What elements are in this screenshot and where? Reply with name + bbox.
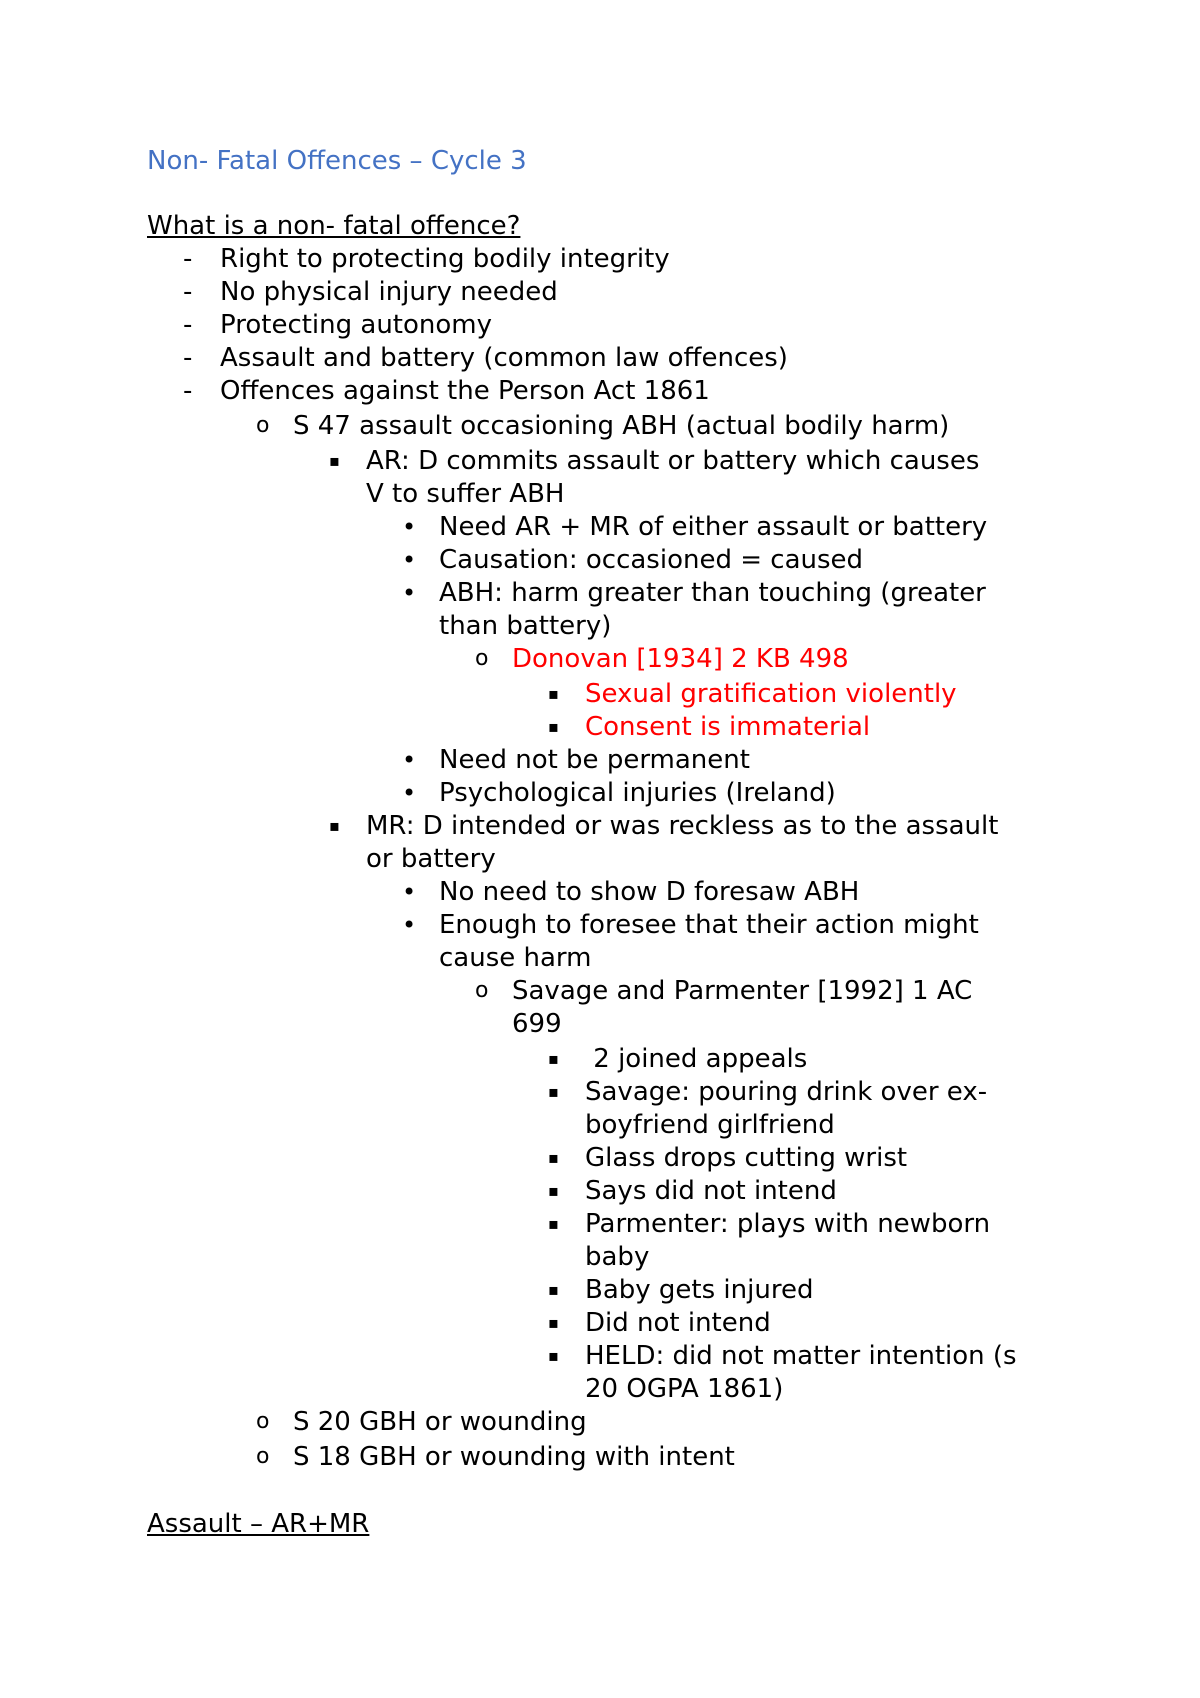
- square-bullet: ▪: [548, 1148, 559, 1167]
- case-citation: Savage and Parmenter [1992] 1 AC: [512, 976, 973, 1006]
- list-item: ABH: harm greater than touching (greater: [439, 578, 986, 608]
- circle-bullet: o: [256, 1444, 270, 1469]
- list-item-continuation: baby: [585, 1242, 650, 1272]
- list-item: Savage: pouring drink over ex-: [585, 1077, 988, 1107]
- list-item: MR: D intended or was reckless as to the assault: [366, 811, 999, 841]
- square-bullet: ▪: [548, 1346, 559, 1365]
- list-item: Psychological injuries (Ireland): [439, 778, 836, 808]
- list-item-continuation: V to suffer ABH: [366, 479, 565, 509]
- list-item: AR: D commits assault or battery which causes: [366, 446, 980, 476]
- list-item: Parmenter: plays with newborn: [585, 1209, 991, 1239]
- dot-bullet: •: [402, 746, 417, 774]
- dot-bullet: •: [402, 513, 417, 541]
- list-item: S 20 GBH or wounding: [293, 1407, 587, 1437]
- list-item: Baby gets injured: [585, 1275, 814, 1305]
- list-item: Enough to foresee that their action might: [439, 910, 979, 940]
- list-item: Assault and battery (common law offences): [220, 343, 788, 373]
- square-bullet: ▪: [548, 1214, 559, 1233]
- dash-bullet: -: [183, 343, 193, 373]
- list-item-continuation: 20 OGPA 1861): [585, 1374, 784, 1404]
- list-item: S 18 GBH or wounding with intent: [293, 1442, 735, 1472]
- list-item: Protecting autonomy: [220, 310, 493, 340]
- list-item: Says did not intend: [585, 1176, 837, 1206]
- list-item: No need to show D foresaw ABH: [439, 877, 860, 907]
- circle-bullet: o: [475, 978, 489, 1003]
- list-item-continuation: or battery: [366, 844, 496, 874]
- dot-bullet: •: [402, 878, 417, 906]
- list-item: Sexual gratification violently: [585, 679, 957, 709]
- square-bullet: ▪: [548, 717, 559, 736]
- document-title: Non- Fatal Offences – Cycle 3: [147, 146, 527, 176]
- circle-bullet: o: [256, 413, 270, 438]
- list-item: Did not intend: [585, 1308, 771, 1338]
- dot-bullet: •: [402, 911, 417, 939]
- list-item: Offences against the Person Act 1861: [220, 376, 710, 406]
- list-item: S 47 assault occasioning ABH (actual bodily harm): [293, 411, 950, 441]
- square-bullet: ▪: [548, 1280, 559, 1299]
- dash-bullet: -: [183, 277, 193, 307]
- dash-bullet: -: [183, 244, 193, 274]
- list-item: Need not be permanent: [439, 745, 750, 775]
- list-item: 2 joined appeals: [585, 1044, 808, 1074]
- square-bullet: ▪: [329, 816, 340, 835]
- list-item-continuation: boyfriend girlfriend: [585, 1110, 835, 1140]
- list-item: No physical injury needed: [220, 277, 558, 307]
- list-item-continuation: than battery): [439, 611, 612, 641]
- square-bullet: ▪: [548, 1313, 559, 1332]
- square-bullet: ▪: [548, 684, 559, 703]
- dot-bullet: •: [402, 579, 417, 607]
- list-item: Consent is immaterial: [585, 712, 871, 742]
- section-heading-assault: Assault – AR+MR: [147, 1509, 370, 1539]
- list-item: Glass drops cutting wrist: [585, 1143, 908, 1173]
- case-citation: Donovan [1934] 2 KB 498: [512, 644, 849, 674]
- square-bullet: ▪: [329, 451, 340, 470]
- case-citation-continuation: 699: [512, 1009, 562, 1039]
- circle-bullet: o: [256, 1409, 270, 1434]
- dash-bullet: -: [183, 376, 193, 406]
- list-item: Causation: occasioned = caused: [439, 545, 864, 575]
- circle-bullet: o: [475, 646, 489, 671]
- dash-bullet: -: [183, 310, 193, 340]
- square-bullet: ▪: [548, 1082, 559, 1101]
- dot-bullet: •: [402, 779, 417, 807]
- list-item: Right to protecting bodily integrity: [220, 244, 670, 274]
- list-item: HELD: did not matter intention (s: [585, 1341, 1017, 1371]
- dot-bullet: •: [402, 546, 417, 574]
- section-heading-non-fatal-offence: What is a non- fatal offence?: [147, 211, 521, 241]
- square-bullet: ▪: [548, 1049, 559, 1068]
- square-bullet: ▪: [548, 1181, 559, 1200]
- list-item: Need AR + MR of either assault or battery: [439, 512, 988, 542]
- list-item-continuation: cause harm: [439, 943, 592, 973]
